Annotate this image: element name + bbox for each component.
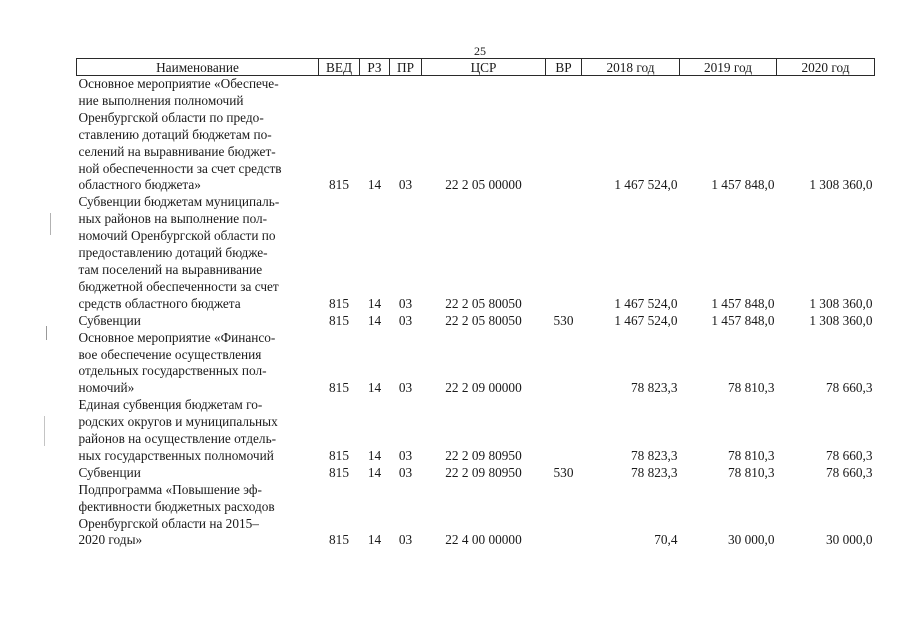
cell-2019: 78 810,3 <box>727 380 775 396</box>
name-line: 2020 годы» <box>78 532 143 548</box>
name-line: средств областного бюджета <box>78 295 241 311</box>
budget-table <box>76 58 875 549</box>
name-line: Основное мероприятие «Обеспече- <box>78 76 279 91</box>
name-line: там поселений на выравнивание <box>78 261 263 277</box>
cell-pr: 03 <box>398 295 413 311</box>
cell-csr: 22 2 09 00000 <box>445 380 522 396</box>
cell-vr <box>546 76 582 195</box>
cell-2020: 30 000,0 <box>825 532 873 548</box>
cell-name <box>77 330 319 398</box>
name-line: Оренбургской области на 2015– <box>78 515 259 531</box>
name-line: Единая субвенция бюджетам го- <box>78 397 263 413</box>
name-line: селений на выравнивание бюджет- <box>78 143 276 159</box>
cell-name <box>77 313 319 330</box>
cell-csr: 22 2 05 80050 <box>445 312 522 328</box>
header-2019: 2019 год <box>680 59 777 76</box>
cell-vr <box>546 194 582 312</box>
cell-pr: 03 <box>398 464 413 480</box>
cell-2018: 78 823,3 <box>630 464 678 480</box>
name-line: ние выполнения полномочий <box>78 92 244 108</box>
name-line: Подпрограмма «Повышение эф- <box>78 481 262 497</box>
cell-csr: 22 4 00 00000 <box>445 532 522 548</box>
cell-ved: 815 <box>329 532 349 548</box>
table-row <box>77 76 875 195</box>
cell-2018: 78 823,3 <box>630 447 678 463</box>
cell-2020: 78 660,3 <box>825 447 873 463</box>
header-ved: ВЕД <box>319 59 360 76</box>
cell-rz: 14 <box>367 295 382 311</box>
cell-name <box>77 465 319 482</box>
cell-2019: 78 810,3 <box>727 464 775 480</box>
table-row <box>77 194 875 312</box>
header-name: Наименование <box>77 59 319 76</box>
name-line: вое обеспечение осуществления <box>78 346 262 362</box>
scan-mark <box>50 213 51 235</box>
name-line: отдельных государственных пол- <box>78 363 267 379</box>
cell-2020: 78 660,3 <box>825 380 873 396</box>
cell-name <box>77 397 319 465</box>
cell-pr: 03 <box>398 380 413 396</box>
cell-2018: 78 823,3 <box>630 380 678 396</box>
name-line: ставлению дотаций бюджетам по- <box>78 126 272 142</box>
cell-name <box>77 76 319 195</box>
table-row <box>77 330 875 398</box>
name-line: Субвенции <box>78 464 141 480</box>
name-line: областного бюджета» <box>78 177 201 193</box>
cell-2019: 78 810,3 <box>727 447 775 463</box>
cell-rz: 14 <box>367 447 382 463</box>
cell-2020: 78 660,3 <box>825 464 873 480</box>
cell-pr: 03 <box>398 532 413 548</box>
cell-vr: 530 <box>553 464 574 480</box>
cell-rz: 14 <box>367 177 382 193</box>
cell-ved: 815 <box>329 312 349 328</box>
header-2020: 2020 год <box>777 59 875 76</box>
name-line: Основное мероприятие «Финансо- <box>78 329 276 345</box>
cell-vr <box>546 397 582 465</box>
header-rz: РЗ <box>360 59 390 76</box>
cell-name <box>77 194 319 312</box>
cell-2020: 1 308 360,0 <box>809 177 873 193</box>
cell-2018: 1 467 524,0 <box>614 312 678 328</box>
name-line: номочий Оренбургской области по <box>78 228 276 244</box>
cell-pr: 03 <box>398 447 413 463</box>
page-number: 25 <box>474 44 486 58</box>
scan-mark <box>46 326 47 340</box>
cell-pr: 03 <box>398 312 413 328</box>
name-line: предоставлению дотаций бюдже- <box>78 245 268 261</box>
name-line: Субвенции <box>78 312 141 328</box>
cell-rz: 14 <box>367 380 382 396</box>
name-line: ных районов на выполнение пол- <box>78 211 268 227</box>
name-line: районов на осуществление отдель- <box>78 431 277 447</box>
name-line: Оренбургской области по предо- <box>78 109 264 125</box>
header-pr: ПР <box>390 59 422 76</box>
cell-2018: 70,4 <box>654 532 678 548</box>
cell-name <box>77 482 319 550</box>
cell-ved: 815 <box>329 380 349 396</box>
cell-csr: 22 2 09 80950 <box>445 464 522 480</box>
name-line: бюджетной обеспеченности за счет <box>78 278 279 294</box>
cell-pr: 03 <box>398 177 413 193</box>
table-header-row <box>77 59 875 76</box>
cell-rz: 14 <box>367 464 382 480</box>
cell-2019: 30 000,0 <box>727 532 775 548</box>
cell-csr: 22 2 05 80050 <box>445 295 522 311</box>
cell-2020: 1 308 360,0 <box>809 312 873 328</box>
cell-vr <box>546 482 582 550</box>
cell-ved: 815 <box>329 295 349 311</box>
name-line: номочий» <box>78 380 135 396</box>
name-line: Субвенции бюджетам муниципаль- <box>78 194 280 210</box>
cell-ved: 815 <box>329 464 349 480</box>
cell-2018: 1 467 524,0 <box>614 177 678 193</box>
cell-csr: 22 2 09 80950 <box>445 447 522 463</box>
cell-csr: 22 2 05 00000 <box>445 177 522 193</box>
table-row <box>77 482 875 550</box>
table-row <box>77 465 875 482</box>
name-line: ных государственных полномочий <box>78 447 274 463</box>
table-row <box>77 313 875 330</box>
cell-rz: 14 <box>367 312 382 328</box>
scan-mark <box>44 416 45 446</box>
cell-2019: 1 457 848,0 <box>711 312 775 328</box>
cell-2019: 1 457 848,0 <box>711 295 775 311</box>
cell-2018: 1 467 524,0 <box>614 295 678 311</box>
cell-vr: 530 <box>553 312 574 328</box>
header-csr: ЦСР <box>422 59 546 76</box>
name-line: фективности бюджетных расходов <box>78 498 275 514</box>
cell-vr <box>546 330 582 398</box>
header-vr: ВР <box>546 59 582 76</box>
table-row <box>77 397 875 465</box>
cell-2019: 1 457 848,0 <box>711 177 775 193</box>
table-body <box>77 76 875 550</box>
cell-ved: 815 <box>329 177 349 193</box>
name-line: родских округов и муниципальных <box>78 414 278 430</box>
cell-rz: 14 <box>367 532 382 548</box>
header-2018: 2018 год <box>582 59 680 76</box>
name-line: ной обеспеченности за счет средств <box>78 160 282 176</box>
cell-2020: 1 308 360,0 <box>809 295 873 311</box>
cell-ved: 815 <box>329 447 349 463</box>
